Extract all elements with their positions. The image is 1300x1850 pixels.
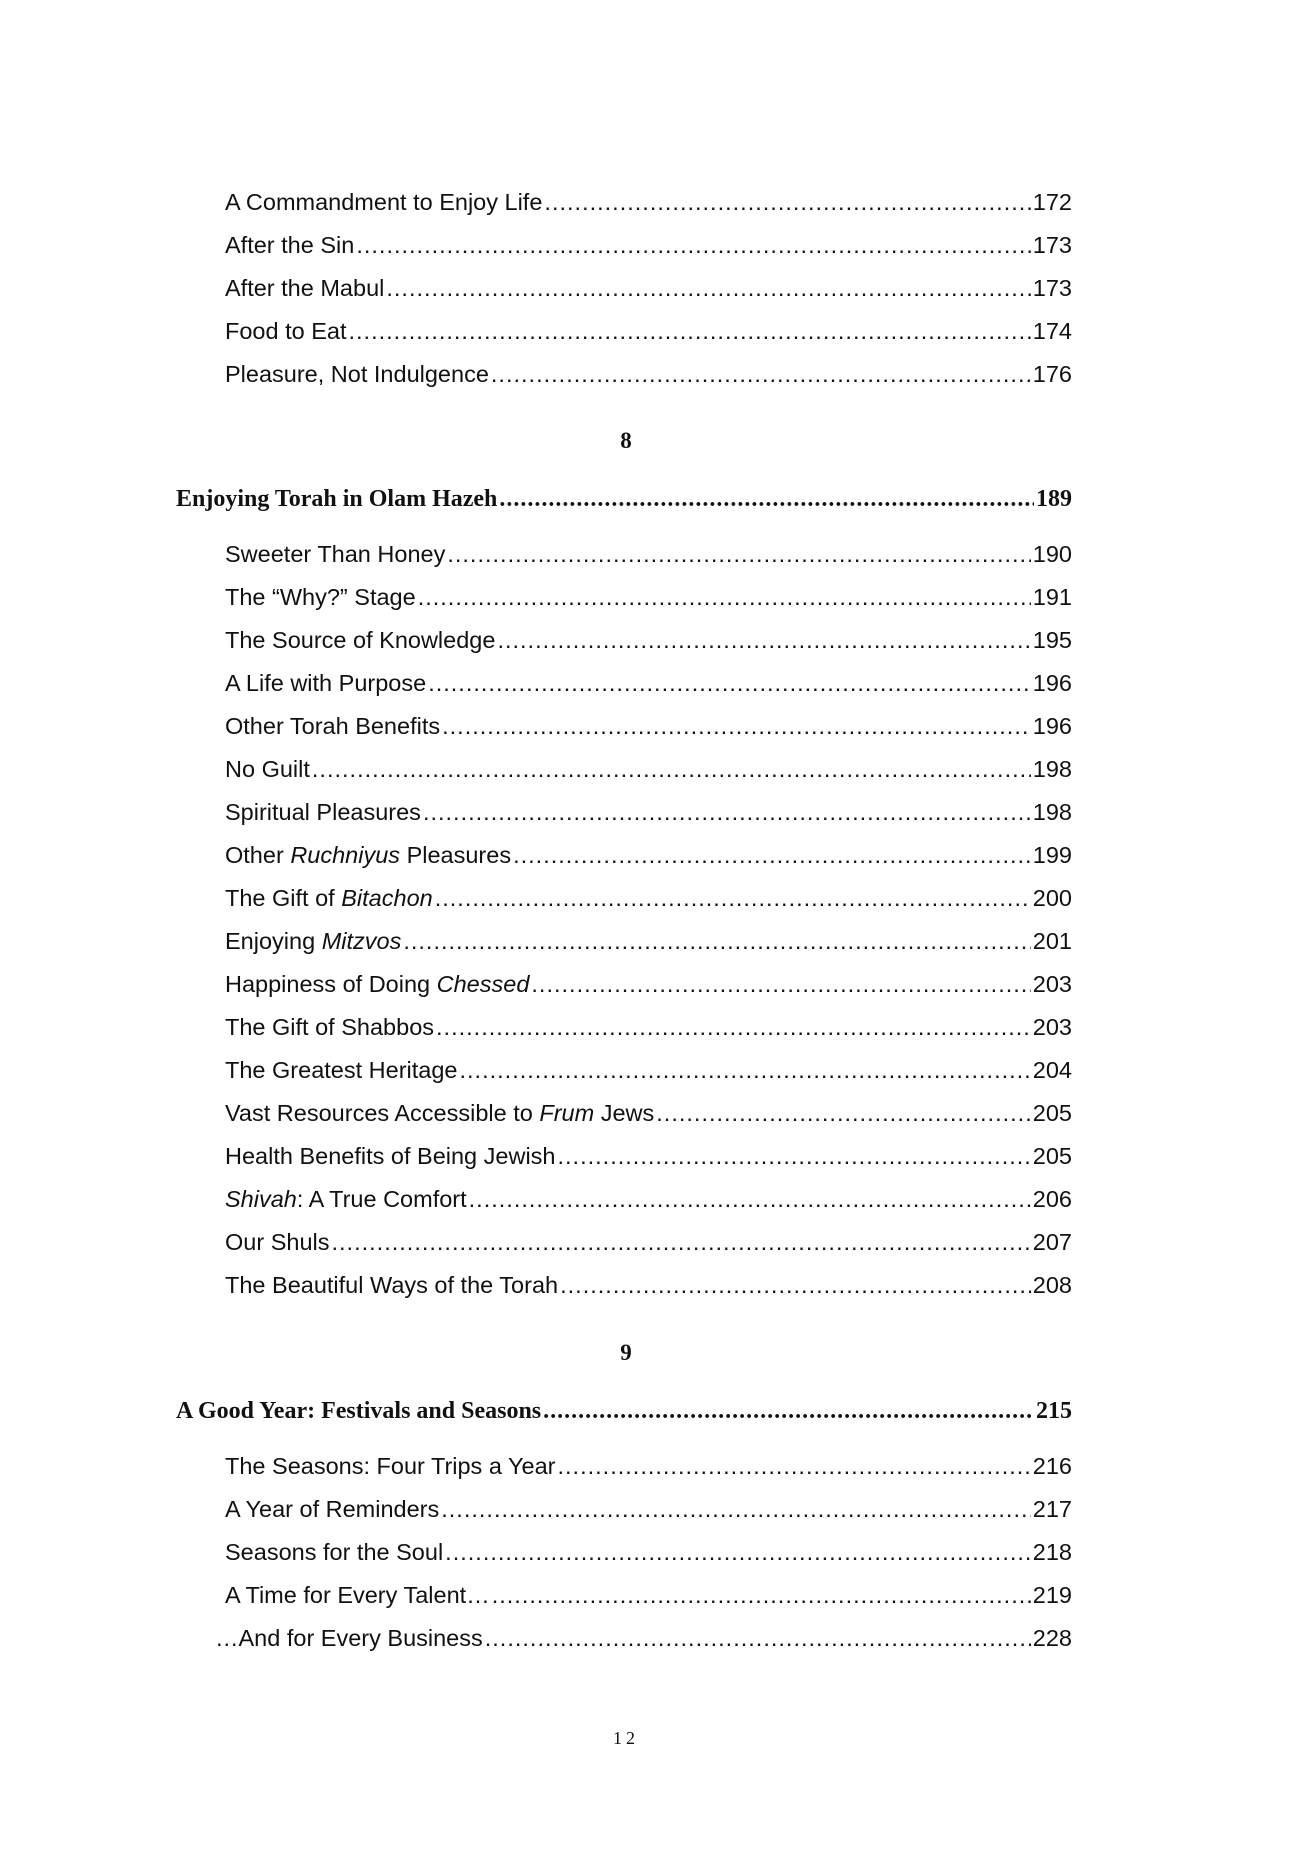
toc-entry-page: 219 (1032, 1582, 1072, 1608)
toc-entry-title: Our Shuls (225, 1229, 330, 1255)
toc-entry (225, 228, 1072, 262)
dot-leader (447, 537, 1030, 571)
dot-leader (485, 1621, 1031, 1655)
toc-entry-page: 174 (1032, 318, 1072, 344)
toc-entry-title: Pleasure, Not Indulgence (225, 361, 489, 387)
toc-entry-title: The Source of Knowledge (225, 627, 496, 653)
toc-entry (225, 1578, 1072, 1612)
toc-entry-title: Spiritual Pleasures (225, 799, 421, 825)
toc-entry-page: 191 (1032, 584, 1072, 610)
toc-entry-title: Other Ruchniyus Pleasures (225, 842, 512, 868)
toc-entry-title: Health Benefits of Being Jewish (225, 1143, 556, 1169)
toc-entry (225, 1182, 1072, 1216)
toc-entry-page: 216 (1032, 1453, 1072, 1479)
toc-entry-page: 173 (1032, 232, 1072, 258)
toc-entry-title: A Life with Purpose (225, 670, 427, 696)
dot-leader (499, 482, 1034, 516)
toc-entry-title: A Year of Reminders (225, 1496, 440, 1522)
dot-leader (418, 580, 1031, 614)
toc-entry-title: Food to Eat (225, 318, 347, 344)
dot-leader (558, 1139, 1031, 1173)
toc-entry-page: 203 (1032, 971, 1072, 997)
dot-leader (544, 185, 1030, 219)
toc-entry-page: 196 (1032, 670, 1072, 696)
toc-entry-title: No Guilt (225, 756, 310, 782)
toc-entry-page: 204 (1032, 1057, 1072, 1083)
chapter-page: 189 (1036, 486, 1072, 512)
toc-entry (225, 1139, 1072, 1173)
toc-entry (225, 795, 1072, 829)
toc-entry-page: 199 (1032, 842, 1072, 868)
toc-entry (225, 1449, 1072, 1483)
toc-entry (225, 924, 1072, 958)
toc-entry-title: The Beautiful Ways of the Torah (225, 1272, 559, 1298)
toc-entry-page: 173 (1032, 275, 1072, 301)
chapter-title: A Good Year: Festivals and Seasons (176, 1398, 542, 1424)
toc-entry-title: A Time for Every Talent… (225, 1582, 490, 1608)
dot-leader (403, 924, 1030, 958)
dot-leader (442, 709, 1031, 743)
toc-entry (225, 1010, 1072, 1044)
toc-entry-title: The Greatest Heritage (225, 1057, 458, 1083)
dot-leader (356, 228, 1030, 262)
toc-entry (225, 357, 1072, 391)
toc-entry (215, 1621, 1072, 1655)
dot-leader (492, 1578, 1031, 1612)
dot-leader (445, 1535, 1031, 1569)
toc-entry-title: …And for Every Business (215, 1625, 483, 1651)
toc-entry (225, 580, 1072, 614)
toc-entry-page: 198 (1032, 799, 1072, 825)
toc-entry-title: The Gift of Shabbos (225, 1014, 435, 1040)
toc-entry-page: 176 (1032, 361, 1072, 387)
dot-leader (312, 752, 1031, 786)
toc-entry (225, 1268, 1072, 1302)
dot-leader (558, 1449, 1031, 1483)
toc-entry-title: Shivah: A True Comfort (225, 1186, 467, 1212)
dot-leader (497, 623, 1030, 657)
dot-leader (435, 881, 1031, 915)
dot-leader (349, 314, 1031, 348)
toc-entry-page: 203 (1032, 1014, 1072, 1040)
dot-leader (428, 666, 1031, 700)
toc-entry (225, 1053, 1072, 1087)
toc-entry (225, 271, 1072, 305)
dot-leader (436, 1010, 1031, 1044)
toc-entry-title: After the Sin (225, 232, 355, 258)
toc-entry-title: The “Why?” Stage (225, 584, 416, 610)
toc-entry (225, 185, 1072, 219)
toc-entry-page: 205 (1032, 1100, 1072, 1126)
toc-entry-page: 198 (1032, 756, 1072, 782)
toc-entry-title: A Commandment to Enjoy Life (225, 189, 543, 215)
toc-entry-page: 207 (1032, 1229, 1072, 1255)
dot-leader (469, 1182, 1031, 1216)
toc-entry-title: After the Mabul (225, 275, 385, 301)
dot-leader (531, 967, 1030, 1001)
dot-leader (491, 357, 1031, 391)
toc-entry (225, 537, 1072, 571)
dot-leader (423, 795, 1031, 829)
dot-leader (332, 1225, 1031, 1259)
dot-leader (386, 271, 1030, 305)
toc-entry-page: 190 (1032, 541, 1072, 567)
page-number: 12 (613, 1728, 639, 1748)
toc-entry-title: The Seasons: Four Trips a Year (225, 1453, 556, 1479)
toc-entry-page: 217 (1032, 1496, 1072, 1522)
toc-entry-title: Sweeter Than Honey (225, 541, 446, 567)
toc-entry-page: 172 (1032, 189, 1072, 215)
toc-entry (225, 838, 1072, 872)
toc-entry-page: 228 (1032, 1625, 1072, 1651)
toc-entry-title: Seasons for the Soul (225, 1539, 444, 1565)
toc-entry (225, 1096, 1072, 1130)
toc-entry (225, 709, 1072, 743)
toc-entry (225, 666, 1072, 700)
toc-entry-page: 201 (1032, 928, 1072, 954)
chapter-number: 8 (620, 428, 632, 453)
dot-leader (513, 838, 1031, 872)
chapter-title: Enjoying Torah in Olam Hazeh (176, 486, 498, 512)
toc-entry (225, 881, 1072, 915)
dot-leader (543, 1394, 1034, 1428)
dot-leader (656, 1096, 1031, 1130)
toc-entry-page: 208 (1032, 1272, 1072, 1298)
dot-leader (460, 1053, 1031, 1087)
dot-leader (441, 1492, 1031, 1526)
toc-entry-page: 205 (1032, 1143, 1072, 1169)
dot-leader (560, 1268, 1031, 1302)
chapter-heading (176, 482, 1072, 516)
toc-entry-page: 206 (1032, 1186, 1072, 1212)
toc-entry (225, 314, 1072, 348)
toc-entry (225, 967, 1072, 1001)
chapter-page: 215 (1036, 1398, 1072, 1424)
toc-entry-title: Happiness of Doing Chessed (225, 971, 530, 997)
toc-entry (225, 623, 1072, 657)
toc-entry-title: Enjoying Mitzvos (225, 928, 402, 954)
toc-entry-page: 200 (1032, 885, 1072, 911)
toc-entry-page: 195 (1032, 627, 1072, 653)
toc-entry-page: 196 (1032, 713, 1072, 739)
toc-entry-page: 218 (1032, 1539, 1072, 1565)
toc-entry (225, 1535, 1072, 1569)
toc-entry-title: Vast Resources Accessible to Frum Jews (225, 1100, 655, 1126)
chapter-heading (176, 1394, 1072, 1428)
toc-entry (225, 752, 1072, 786)
toc-entry (225, 1225, 1072, 1259)
chapter-number: 9 (620, 1340, 632, 1365)
toc-entry-title: The Gift of Bitachon (225, 885, 433, 911)
toc-entry (225, 1492, 1072, 1526)
toc-entry-title: Other Torah Benefits (225, 713, 441, 739)
